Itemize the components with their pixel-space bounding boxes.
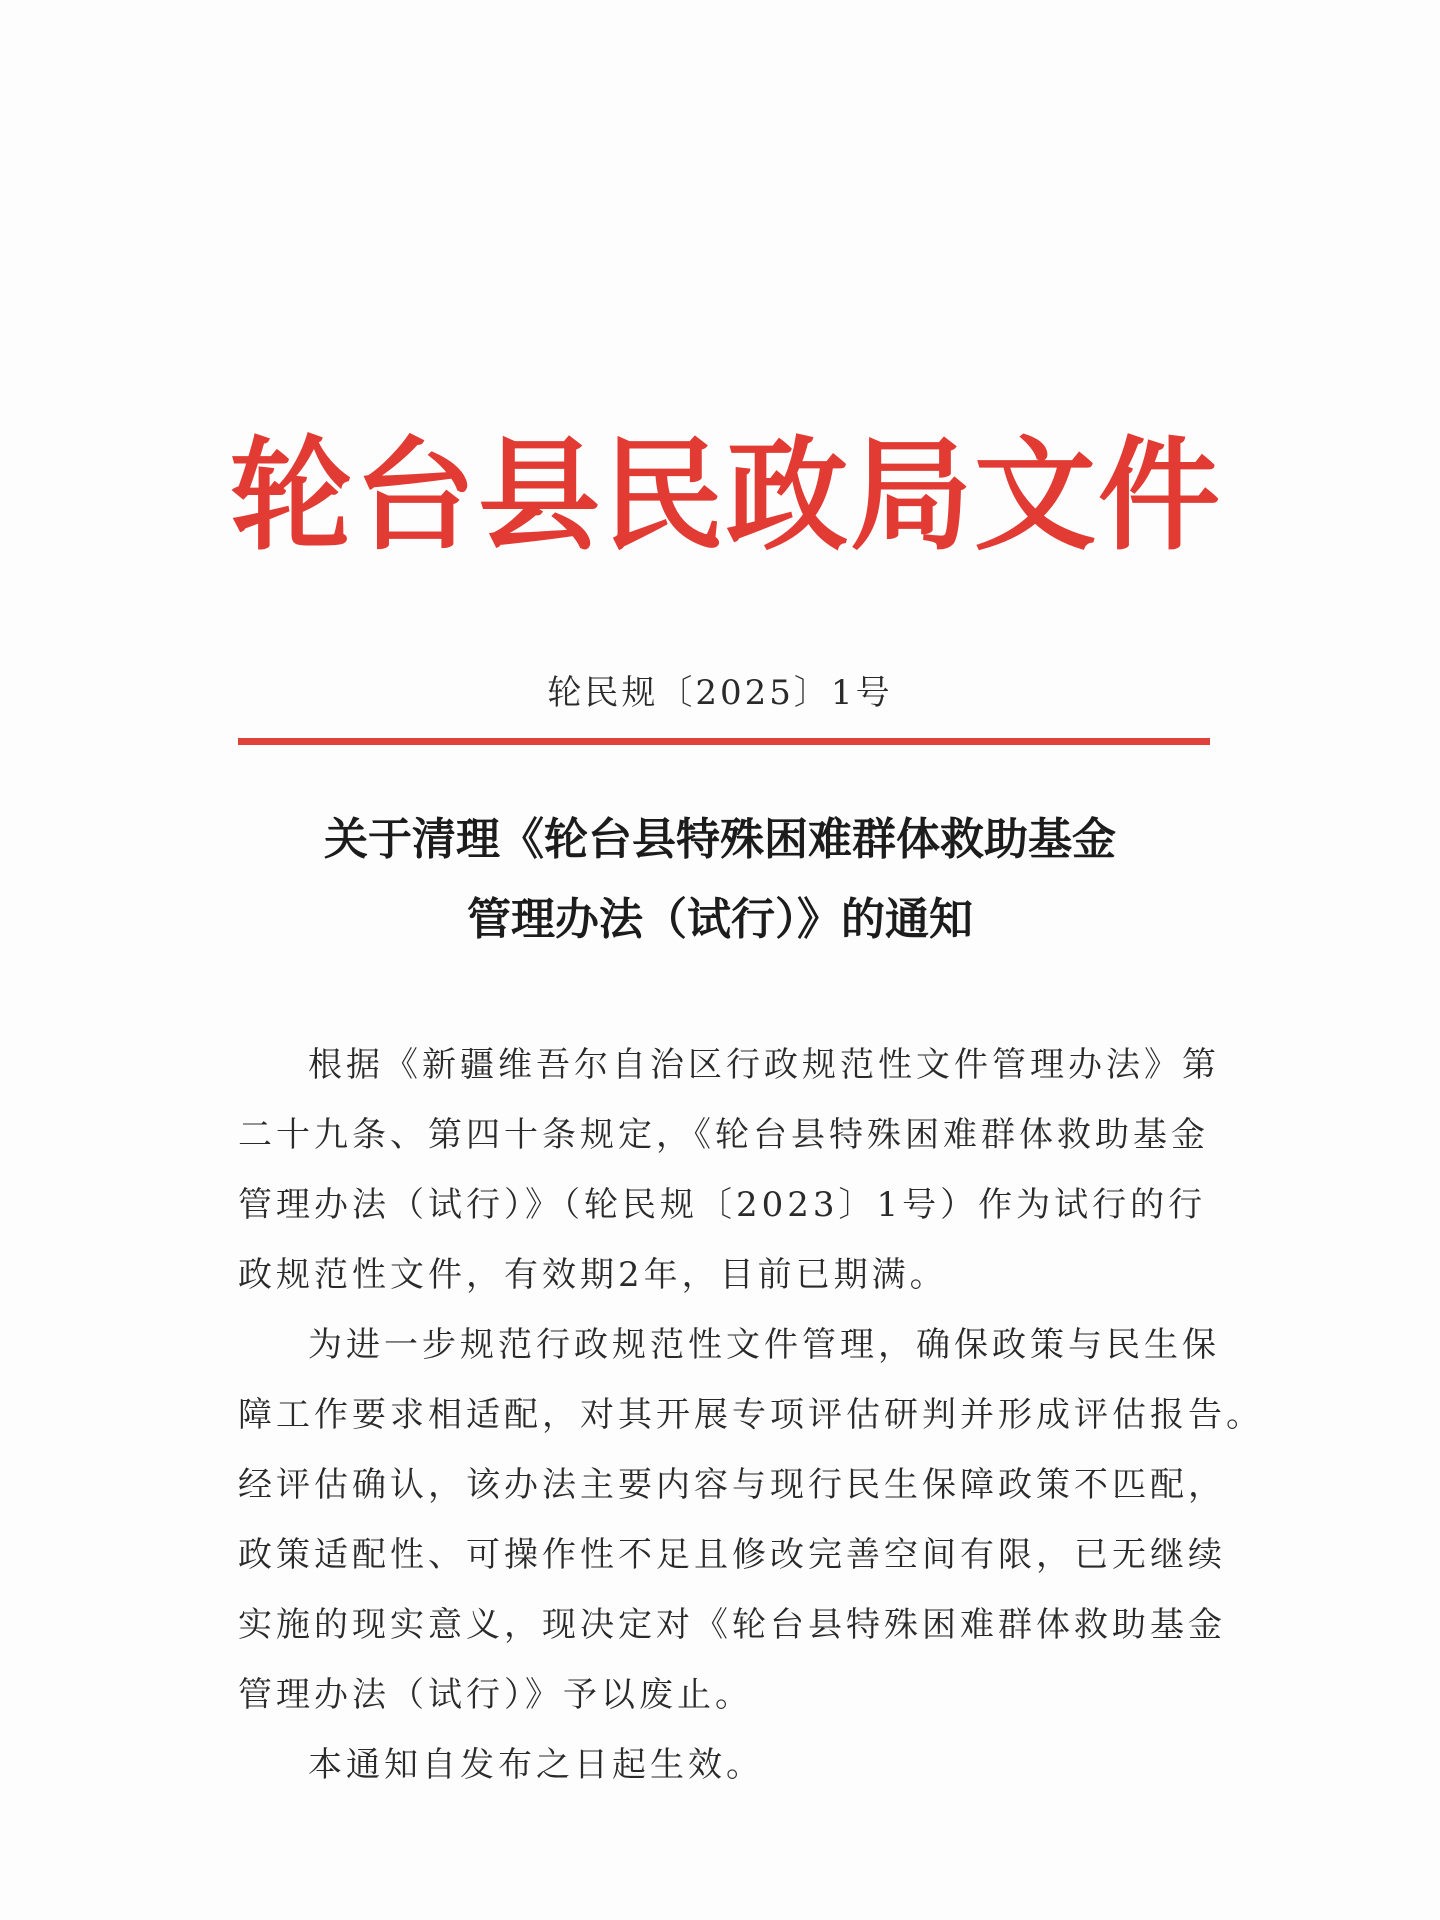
body-line-9: 实施的现实意义，现决定对《轮台县特殊困难群体救助基金	[238, 1605, 1226, 1645]
notice-title	[200, 800, 1240, 960]
body-line-5: 为进一步规范行政规范性文件管理，确保政策与民生保	[308, 1325, 1220, 1365]
notice-body	[238, 1030, 1264, 1800]
body-line-7: 经评估确认，该办法主要内容与现行民生保障政策不匹配，	[238, 1465, 1226, 1505]
body-line-4: 政规范性文件，有效期2年，目前已期满。	[238, 1255, 948, 1295]
red-divider-line	[238, 738, 1210, 745]
body-line-8: 政策适配性、可操作性不足且修改完善空间有限，已无继续	[238, 1535, 1226, 1575]
body-line-10: 管理办法（试行）》予以废止。	[238, 1675, 753, 1715]
body-line-11: 本通知自发布之日起生效。	[308, 1745, 764, 1785]
notice-title-line-1: 关于清理《轮台县特殊困难群体救助基金	[324, 814, 1116, 865]
notice-title-line-2: 管理办法（试行）》的通知	[467, 894, 973, 945]
body-line-3: 管理办法（试行）》（轮民规〔2023〕1号）作为试行的行	[238, 1185, 1207, 1225]
body-line-6: 障工作要求相适配，对其开展专项评估研判并形成评估报告。	[238, 1395, 1264, 1435]
document-number: 轮民规〔2025〕1号	[547, 673, 893, 713]
body-line-1: 根据《新疆维吾尔自治区行政规范性文件管理办法》第	[308, 1045, 1220, 1085]
masthead-title: 轮台县民政局文件	[230, 423, 1222, 567]
body-line-2: 二十九条、第四十条规定，《轮台县特殊困难群体救助基金	[238, 1115, 1209, 1155]
